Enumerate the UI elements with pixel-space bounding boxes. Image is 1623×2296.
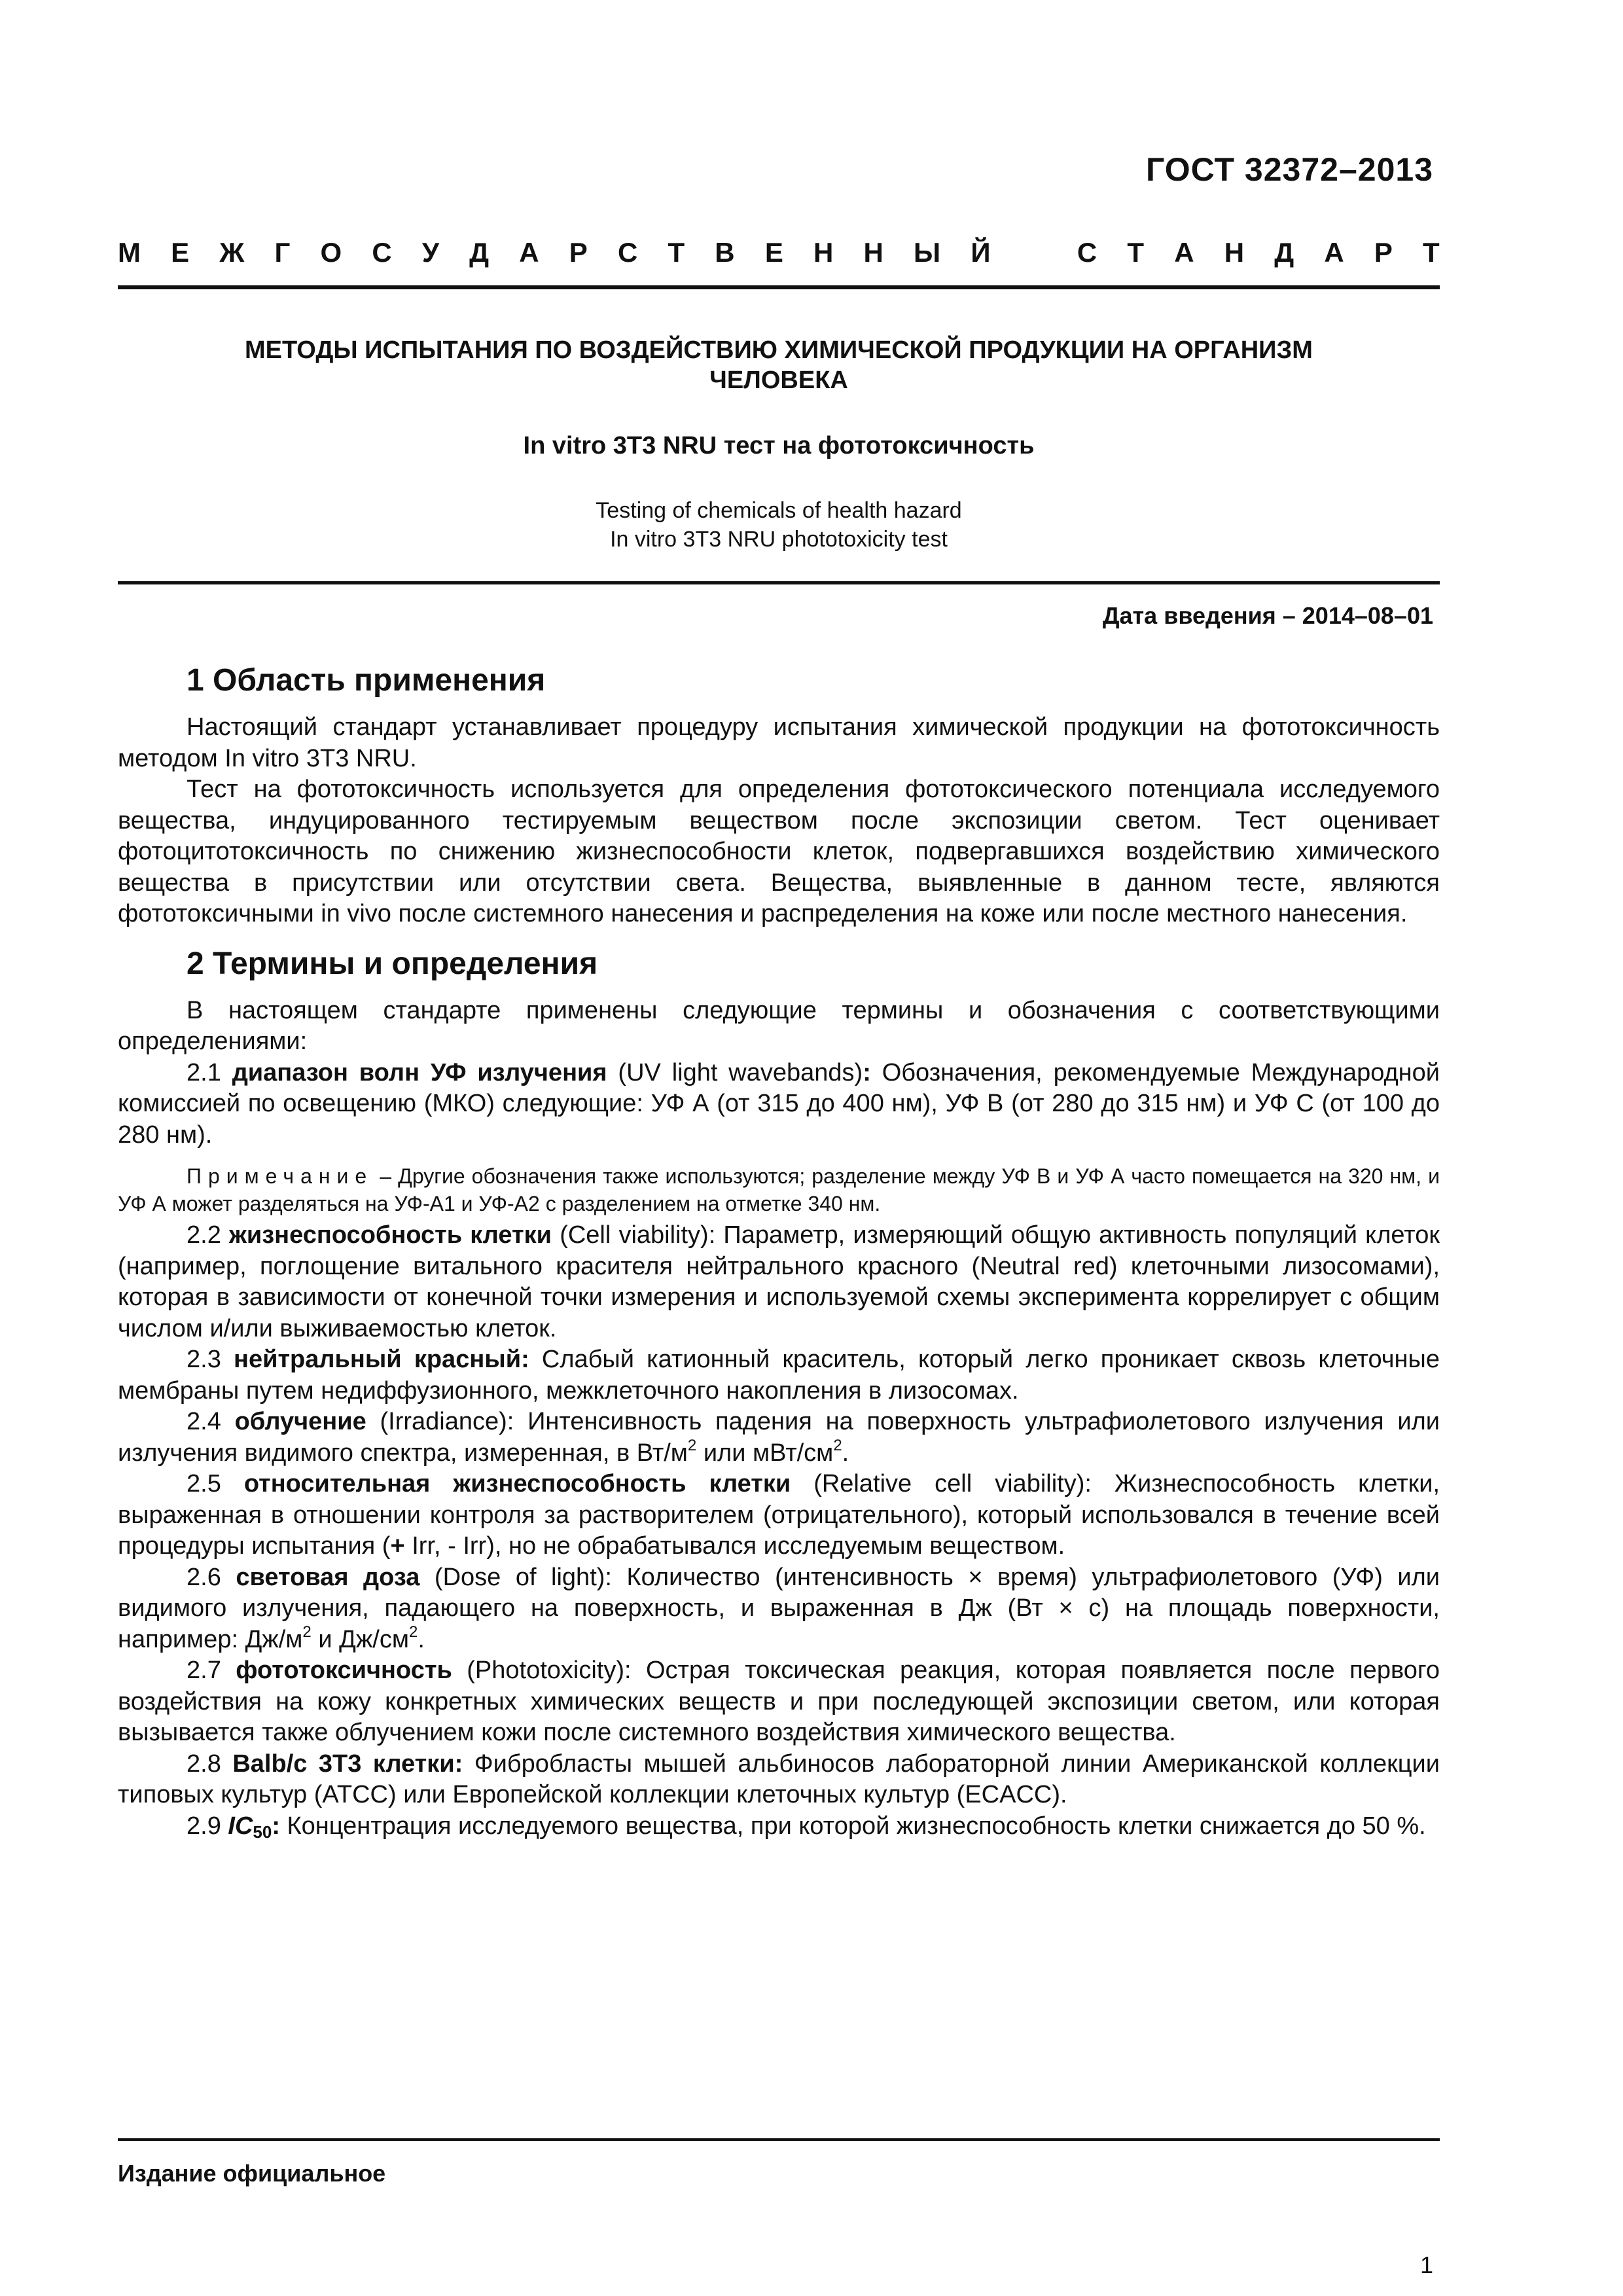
term-definition: 2.9 $IC_{50}$: Концентрация исследуемого вещества, при которой жизнеспособность клетки снижается до 50 %. <box>187 1812 1426 1842</box>
term-name: относительная жизнеспособность клетки <box>243 1470 791 1498</box>
note-label: Примечание <box>187 1164 374 1188</box>
term-definition: 2.6 световая доза (Dose of light): Количество (интенсивность × время) ультрафиолетового (УФ) или видимого излучения, падающего на поверхность, и выраженная в Дж (Вт × с) на площадь поверхности, например: $Дж/м^2$ и $Дж/см^2$. <box>118 1563 1440 1653</box>
term-name: $IC_{50}$: <box>228 1812 280 1842</box>
term-definition: 2.4 облучение (Irradiance): Интенсивность падения на поверхность ультрафиолетового излучения или излучения видимого спектра, измеренная, в $Вт/м^2$ или мВт/$см^2$. <box>118 1408 1440 1467</box>
term-number: 2.5 <box>187 1470 221 1498</box>
document-body <box>118 661 1440 1842</box>
banner-letter: С <box>1077 237 1097 268</box>
header-divider <box>118 285 1440 289</box>
banner-letter: Н <box>1224 237 1245 268</box>
title-line: ЧЕЛОВЕКА <box>709 367 848 394</box>
term-definition: 2.3 нейтральный красный: Слабый катионный краситель, который легко проникает сквозь клеточные мембраны путем недиффузионного, межклеточного накопления в лизосомах. <box>118 1346 1440 1405</box>
banner-letter: Т <box>1423 237 1440 268</box>
banner-letter: О <box>320 237 342 268</box>
banner-letter: Ж <box>219 237 245 268</box>
term-definition: 2.7 фототоксичность (Phototoxicity): Острая токсическая реакция, которая появляется после первого воздействия на кожу конкретных химических веществ и при последующей экспозиции светом, или которая вызывается также облучением кожи после системного воздействия химического вещества. <box>118 1657 1440 1746</box>
interstate-standard-banner <box>118 237 1440 268</box>
note-text: – Другие обозначения также используются; разделение между УФ В и УФ А часто помещается на 320 нм, и УФ А может разделяться на УФ-А1 и УФ-А2 с разделением на отметке 340 нм. <box>118 1164 1440 1215</box>
banner-letter: Т <box>668 237 685 268</box>
banner-letter: Р <box>1374 237 1393 268</box>
term-number: 2.2 <box>187 1221 221 1249</box>
standard-code: ГОСТ 32372–2013 <box>1146 151 1433 188</box>
paragraph: В настоящем стандарте применены следующие термины и обозначения с соответствующими определениями: <box>118 996 1440 1055</box>
term-number: 2.8 <box>187 1749 221 1778</box>
banner-letter: В <box>715 237 735 268</box>
paragraph: Настоящий стандарт устанавливает процедуру испытания химической продукции на фототоксичность методом In vitro 3T3 NRU. <box>118 713 1440 772</box>
banner-letter: Т <box>1127 237 1145 268</box>
term-definition: 2.5 относительная жизнеспособность клетки (Relative cell viability): Жизнеспособность клетки, выраженная в отношении контроля за растворителем (отрицательного), который использовался в течение всей процедуры испытания (+ Irr, - Irr), но не обрабатывался исследуемым веществом. <box>118 1470 1440 1560</box>
paragraph: Тест на фототоксичность используется для определения фототоксического потенциала исследуемого вещества, индуцированного тестируемым веществом после экспозиции светом. Тест оценивает фотоцитотоксичность по снижению жизнеспособности клеток, подвергавшихся воздействию химического вещества в присутствии или отсутствии света. Вещества, выявленные в данном тесте, являются фототоксичными in vivo после системного нанесения и распределения на коже или после местного нанесения. <box>118 776 1440 927</box>
term-definition: 2.8 Balb/c 3T3 клетки: Фибробласты мышей альбиносов лабораторной линии Американской коллекции типовых культур (ATCC) или Европейской коллекции клеточных культур (ECACC). <box>118 1749 1440 1808</box>
english-title-line: Testing of chemicals of health hazard <box>596 498 962 523</box>
banner-letter: А <box>1174 237 1194 268</box>
term-name: нейтральный красный: <box>234 1346 529 1373</box>
introduction-date: Дата введения – 2014–08–01 <box>1102 602 1433 629</box>
banner-letter: Г <box>274 237 291 268</box>
term-name: жизнеспособность клетки <box>228 1221 552 1249</box>
banner-letter: С <box>617 237 638 268</box>
term-number: 2.6 <box>187 1563 221 1591</box>
section-heading: 2 Термины и определения <box>187 946 598 981</box>
term-number: 2.3 <box>187 1346 221 1373</box>
english-title <box>118 496 1440 554</box>
title-line: МЕТОДЫ ИСПЫТАНИЯ ПО ВОЗДЕЙСТВИЮ ХИМИЧЕСКОЙ ПРОДУКЦИИ НА ОРГАНИЗМ <box>245 336 1313 364</box>
term-name: диапазон волн УФ излучения <box>232 1058 607 1086</box>
banner-letter: Н <box>813 237 834 268</box>
term-name: облучение <box>234 1408 366 1435</box>
term-definition: 2.1 диапазон волн УФ излучения (UV light wavebands): Обозначения, рекомендуемые Международной комиссией по освещению (МКО) следующие: УФ А (от 315 до 400 нм), УФ В (от 280 до 315 нм) и УФ С (от 100 до 280 нм). <box>118 1058 1440 1149</box>
document-title <box>118 335 1440 395</box>
official-edition-label: Издание официальное <box>118 2160 386 2187</box>
banner-letter: Д <box>1274 237 1294 268</box>
title-divider <box>118 581 1440 584</box>
banner-letter: У <box>421 237 439 268</box>
banner-word-gap <box>1021 237 1047 268</box>
banner-letter: Ы <box>914 237 941 268</box>
term-number: 2.7 <box>187 1657 221 1684</box>
footer-divider <box>118 2138 1440 2141</box>
banner-letter: Н <box>863 237 883 268</box>
term-definition: 2.2 жизнеспособность клетки (Cell viability): Параметр, измеряющий общую активность популяций клеток (например, поглощение витального красителя нейтрального красного (Neutral red) клеточными лизосомами), которая в зависимости от конечной точки измерения и используемой схемы эксперимента коррелирует с общим числом и/или выживаемостью клеток. <box>118 1221 1440 1342</box>
banner-letter: С <box>372 237 392 268</box>
term-name: световая доза <box>236 1563 420 1591</box>
term-number: 2.9 <box>187 1812 221 1840</box>
term-name: Balb/c 3T3 клетки: <box>232 1749 463 1778</box>
banner-letter: А <box>519 237 539 268</box>
banner-letter: Й <box>971 237 991 268</box>
document-subtitle: In vitro 3T3 NRU тест на фототоксичность <box>523 432 1035 459</box>
term-number: 2.4 <box>187 1408 221 1435</box>
banner-letter: М <box>118 237 141 268</box>
banner-letter: Д <box>469 237 490 268</box>
term-name: фототоксичность <box>236 1657 452 1684</box>
term-number: 2.1 <box>187 1058 221 1086</box>
note <box>118 1162 1440 1217</box>
banner-letter: Е <box>171 237 190 268</box>
english-title-line: In vitro 3T3 NRU phototoxicity test <box>610 527 948 552</box>
page-number: 1 <box>1419 2251 1433 2278</box>
banner-letter: А <box>1324 237 1344 268</box>
banner-letter: Е <box>764 237 783 268</box>
banner-letter: Р <box>569 237 588 268</box>
section-heading: 1 Область применения <box>187 663 546 698</box>
